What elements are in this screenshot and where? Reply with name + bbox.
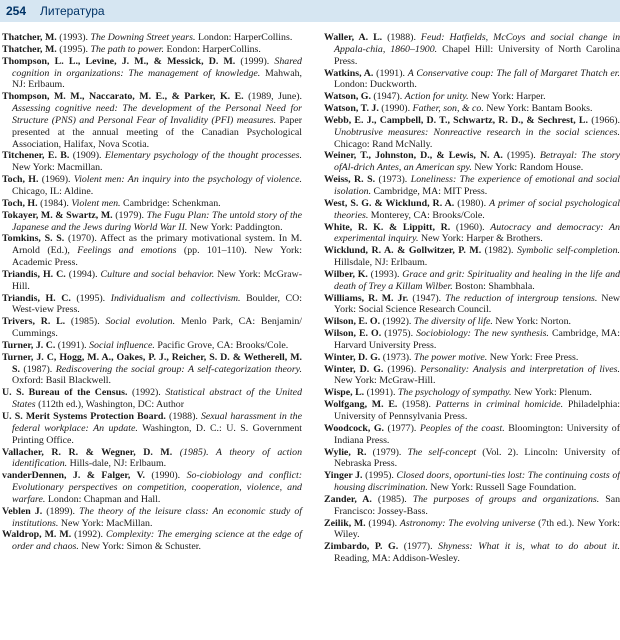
reference-title: The Downing Street years. (90, 32, 196, 43)
reference-title: Social influence. (89, 339, 155, 351)
reference-entry (324, 103, 620, 115)
reference-title: Assessing cognitive need: The development of the Personal Need for Structure (PNS) and Personal Fear of Invalidity (PFI) measures. (12, 103, 302, 126)
reference-entry (324, 269, 620, 293)
reference-entry (324, 198, 620, 222)
reference-publisher: (7th ed.). New York: Wiley. (334, 517, 620, 541)
reference-entry (2, 316, 302, 340)
reference-title: The self-concept (407, 446, 477, 458)
running-title: Литература (40, 4, 105, 18)
reference-title: The reduction of intergroup tensions. (445, 292, 598, 304)
reference-title: Feud: Hatfields, McCoys and social change in Appala-chia, 1860–1900. (334, 32, 620, 55)
reference-author: Zeilik, M. (324, 517, 366, 529)
reference-publisher: Chapel Hill: University of North Carolina Press. (334, 43, 620, 67)
reference-entry (2, 210, 302, 234)
reference-publisher: Oxford: Basil Blackwell. (12, 375, 112, 387)
reference-year: (1977). (384, 422, 420, 434)
reference-year: (1947). (370, 91, 405, 103)
reference-entry (324, 150, 620, 174)
reference-year: (1991). (55, 339, 90, 351)
reference-author: West, S. G. & Wicklund, R. A. (324, 197, 455, 209)
reference-publisher: Washington, D. C.: U. S. Government Printing Office. (12, 422, 302, 446)
bibliography-column-left (2, 32, 302, 553)
reference-author: Vallacher, R. R. & Wegner, D. M. (2, 446, 173, 458)
reference-title: The Fugu Plan: The untold story of the Japanese and the Jews during World War II. (12, 209, 303, 233)
reference-author: Thatcher, M. (2, 32, 57, 43)
reference-author: Williams, R. M. Jr. (324, 292, 409, 304)
reference-entry (2, 506, 302, 530)
reference-publisher: (112th ed.), Washington, DC: Author (35, 399, 185, 411)
reference-author: Waldrop, M. M. (2, 529, 72, 541)
reference-author: Thompson, L. L., Levine, J. M., & Messick, D. M. (2, 55, 236, 67)
reference-publisher: Menlo Park, CA: Benjamin/ Cummings. (12, 316, 303, 340)
reference-entry (2, 91, 302, 150)
reference-title: Symbolic self-completion. (516, 245, 620, 257)
reference-entry (2, 411, 302, 447)
reference-publisher: New York: Harper & Brothers. (418, 233, 543, 245)
reference-entry (324, 518, 620, 542)
reference-entry (324, 541, 620, 565)
reference-author: Thompson, M. M., Naccarato, M. E., & Parker, K. E. (2, 91, 244, 103)
reference-year: (1899). (42, 505, 80, 517)
reference-year: (1995). (56, 43, 91, 55)
reference-title: Peoples of the coast. (419, 422, 505, 434)
reference-title: So-ciobiology and conflict: Evolutionary perspectives on competition, cooperation, violence, and warfare. (12, 470, 302, 505)
reference-year: (1990). (144, 470, 187, 482)
reference-entry (2, 233, 302, 269)
reference-entry (324, 316, 620, 328)
reference-author: Weiss, R. S. (324, 174, 376, 186)
reference-year: (1991). (373, 67, 408, 79)
reference-author: Winter, D. G. (324, 351, 381, 363)
reference-year: (1991). (364, 387, 398, 399)
reference-publisher: London: HarperCollins. (195, 32, 293, 43)
reference-title: Autocracy and democracy: An experimental inquiry. (334, 221, 620, 245)
reference-publisher: London: Chapman and Hall. (45, 493, 161, 505)
page-header (0, 0, 620, 22)
reference-title: Statistical abstract of the United States (12, 387, 303, 411)
reference-title: Astronomy: The evolving universe (399, 517, 536, 529)
reference-publisher: London: Duckworth. (334, 79, 417, 91)
reference-author: Webb, E. J., Campbell, D. T., Schwartz, R. D., & Sechrest, L. (324, 114, 588, 126)
reference-publisher: New York: Plenum. (511, 387, 592, 399)
reference-entry (324, 293, 620, 317)
reference-publisher: New York: Free Press. (487, 351, 579, 363)
reference-publisher: New York: Social Science Research Council. (334, 292, 620, 316)
reference-publisher: New York: McGraw-Hill. (334, 375, 436, 387)
reference-title: Individualism and collectivism. (110, 292, 241, 304)
reference-entry (2, 387, 302, 411)
reference-title: The power motive. (413, 351, 488, 363)
reference-author: Tokayer, M. & Swartz, M. (2, 209, 113, 221)
reference-year: (1989, June). (243, 91, 302, 103)
reference-year: (1988). (165, 411, 201, 422)
reference-title: Feelings and emotions (77, 245, 177, 257)
reference-author: Triandis, H. C. (2, 268, 66, 280)
reference-year: (1994). (365, 517, 400, 529)
reference-year: (1992). (380, 316, 414, 328)
reference-entry (2, 340, 302, 352)
reference-year: (1995). (362, 470, 397, 482)
reference-author: Watson, T. J. (324, 103, 379, 115)
reference-author: Triandis, H. C. (2, 292, 71, 304)
reference-author: U. S. Merit Systems Protection Board. (2, 411, 166, 422)
reference-entry (324, 115, 620, 151)
reference-author: Wicklund, R. A. & Gollwitzer, P. M. (324, 245, 482, 257)
reference-author: Tomkins, S. S. (2, 233, 65, 245)
reference-publisher: San Francisco: Jossey-Bass. (334, 493, 620, 517)
reference-publisher: (pp. 101–110). New York: Academic Press. (12, 245, 302, 269)
reference-author: Toch, H. (2, 197, 38, 209)
reference-year: (1960). (450, 221, 491, 233)
reference-entry (2, 447, 302, 471)
reference-year: (1992). (127, 387, 166, 399)
reference-entry (324, 222, 620, 246)
reference-author: vanderDennen, J. & Falger, V. (2, 470, 145, 482)
reference-publisher: Mahwah, NJ: Erlbaum. (12, 67, 302, 91)
reference-year: (1973). (380, 351, 414, 363)
reference-publisher: Paper presented at the annual meeting of the Canadian Psychological Association, Halifax, Nova Scotia. (12, 114, 302, 150)
reference-year: (1947). (408, 292, 446, 304)
reference-publisher: New York: Russell Sage Foundation. (427, 482, 577, 494)
reference-publisher: Pacific Grove, CA: Brooks/Cole. (154, 339, 289, 351)
reference-publisher: Philadelphia: University of Pennsylvania Press. (334, 399, 620, 422)
reference-entry (2, 293, 302, 317)
reference-publisher: New York: Random House. (471, 162, 584, 174)
reference-publisher: Chicago: Rand McNally. (334, 138, 433, 150)
reference-year: (1958). (397, 399, 436, 411)
reference-year: (1995). (502, 150, 540, 162)
reference-author: Wilson, E. O. (324, 316, 381, 328)
reference-title: Closed doors, oportuni-ties lost: The continuing costs of housing discrimination. (334, 470, 620, 494)
reference-entry (324, 447, 620, 471)
reference-title: The theory of the leisure class: An economic study of institutions. (12, 505, 302, 529)
reference-year: (1988). (382, 32, 421, 43)
reference-entry (2, 352, 302, 388)
reference-author: Titchener, E. B. (2, 150, 70, 162)
reference-entry (324, 364, 620, 388)
reference-author: Waller, A. L. (324, 32, 383, 43)
reference-entry (324, 423, 620, 447)
reference-year: (1969). (38, 174, 74, 186)
reference-year: (1985). (371, 493, 413, 505)
page-number: 254 (6, 4, 27, 18)
reference-author: Watkins, A. (324, 67, 374, 79)
reference-title: Sexual harassment in the federal workplace: An update. (12, 411, 302, 434)
reference-title: Shared cognition in organizations: The management of knowledge. (12, 55, 302, 79)
reference-entry (324, 399, 620, 423)
reference-author: Zimbardo, P. G. (324, 541, 399, 553)
reference-year: (1977). (398, 541, 439, 553)
reference-entry (324, 352, 620, 364)
reference-title: Violent men: An inquiry into the psychology of violence. (73, 174, 302, 186)
reference-entry (324, 32, 620, 68)
reference-author: Weiner, T., Johnston, D., & Lewis, N. A. (324, 150, 503, 162)
reference-author: Zander, A. (324, 493, 372, 505)
reference-entry (2, 174, 302, 198)
reference-author: Veblen J. (2, 505, 43, 517)
reference-publisher: New York: Simon & Schuster. (78, 541, 201, 553)
reference-entry (324, 328, 620, 352)
reference-author: Turner, J. C. (2, 339, 56, 351)
reference-title: Complexity: The emerging science at the edge of order and chaos. (12, 529, 302, 553)
reference-entry (324, 174, 620, 198)
reference-title: Unobtrusive measures: Nonreactive research in the social sciences. (334, 126, 620, 138)
reference-year: (1979). (366, 446, 408, 458)
reference-publisher: Cambridge, MA: MIT Press. (371, 185, 488, 197)
reference-entry (324, 387, 620, 399)
reference-title: Betrayal: The story ofAl-drich Antes, an American spy. (334, 150, 620, 174)
reference-year: (1975). (381, 328, 417, 340)
reference-title: The purposes of groups and organizations. (412, 493, 600, 505)
reference-publisher: New York: Macmillan. (12, 162, 103, 174)
reference-author: Woodcock, G. (324, 422, 385, 434)
bibliography-column-right (324, 32, 620, 565)
reference-year: (1909). (69, 150, 105, 162)
reference-year: (1984). (37, 197, 72, 209)
reference-title: The path to power. (90, 43, 165, 55)
reference-entry (2, 150, 302, 174)
reference-year: (1979). (112, 209, 147, 221)
reference-year: (1966). (588, 114, 620, 126)
reference-entry (2, 44, 302, 56)
reference-title: Loneliness: The experience of emotional and social isolation. (334, 174, 620, 197)
reference-publisher: Eondon: HarperCollins. (164, 43, 261, 55)
reference-publisher: Reading, MA: Addison-Wesley. (334, 553, 460, 565)
reference-publisher: New York: Paddington. (187, 221, 283, 233)
reference-title: Personality: Analysis and interpretation of lives. (420, 363, 620, 375)
reference-publisher: Monterey, CA: Brooks/Cole. (368, 209, 485, 221)
reference-entry (2, 56, 302, 92)
reference-title: Social evolution. (105, 316, 176, 328)
reference-title: The psychology of sympathy. (397, 387, 512, 399)
reference-entry (324, 245, 620, 269)
reference-publisher: (Vol. 2). Lincoln: University of Nebraska Press. (334, 446, 620, 470)
reference-publisher: New York: Norton. (492, 316, 571, 328)
reference-author: Winter, D. G. (324, 363, 384, 375)
reference-author: Trivers, R. L. (2, 316, 66, 328)
reference-year (172, 447, 180, 458)
reference-author: Toch, H. (2, 174, 39, 186)
reference-publisher: Chicago, IL: Aldine. (12, 185, 94, 197)
reference-author: Thatcher, M. (2, 43, 57, 55)
reference-entry (324, 470, 620, 494)
reference-author: Wispe, L. (324, 387, 365, 399)
reference-publisher: New York: Harper. (468, 91, 546, 103)
reference-entry (2, 269, 302, 293)
reference-author: U. S. Bureau of the Census. (2, 387, 128, 399)
reference-publisher: New York: MacMillan. (58, 517, 153, 529)
reference-year: (1994). (65, 268, 101, 280)
reference-title: Sociobiology: The new synthesis. (416, 328, 549, 340)
reference-title: Elementary psychology of the thought processes. (104, 150, 302, 162)
reference-entry (2, 198, 302, 210)
reference-year: (1980). (454, 197, 490, 209)
reference-author: Yinger J. (324, 470, 363, 482)
reference-publisher: Hillsdale, NJ: Erlbaum. (334, 257, 428, 269)
reference-year: (1987). (19, 363, 56, 375)
reference-entry (2, 470, 302, 506)
reference-year: (1995). (70, 292, 111, 304)
reference-title: Father, son, & co. (412, 103, 484, 115)
reference-entry (324, 68, 620, 92)
reference-author: Turner, J. C, Hogg, M. A., Oakes, P. J., Reicher, S. D. & Wetherell, M. S. (2, 351, 302, 375)
reference-publisher: Cambridge, MA: Harvard University Press. (334, 328, 620, 351)
reference-year: (1999). (235, 55, 275, 67)
reference-title: Action for unity. (404, 91, 469, 103)
reference-entry (324, 91, 620, 103)
reference-publisher: Hills-dale, NJ: Erlbaum. (67, 458, 167, 470)
reference-year: (1990). (378, 103, 413, 115)
reference-author: White, R. K. & Lippitt, R. (324, 221, 451, 233)
reference-author: Wilson, E. O. (324, 328, 382, 340)
reference-title: Violent men. (71, 197, 121, 209)
reference-author: Watson, G. (324, 91, 371, 103)
reference-author: Wylie, R. (324, 446, 367, 458)
reference-year: (1992). (71, 529, 106, 541)
reference-year: (1993). (56, 32, 91, 43)
reference-author: Wilber, K. (324, 268, 368, 280)
bibliography (0, 32, 620, 640)
reference-author: Wolfgang, M. E. (324, 399, 398, 411)
reference-publisher: Boston: Shambhala. (452, 280, 535, 292)
reference-title: Grace and grit: Spirituality and healing in the life and death of Trey a Killam Wilber. (334, 268, 620, 292)
reference-publisher: New York: McGraw-Hill. (12, 268, 303, 292)
reference-year: (1993). (367, 268, 403, 280)
reference-entry (324, 494, 620, 518)
reference-title: A Conservative coup: The fall of Margaret Thatch er. (407, 67, 620, 79)
reference-title: Patterns in criminal homicide. (435, 399, 564, 411)
reference-year: (1985). (65, 316, 106, 328)
reference-year: (1970). Affect as the primary motivational system. In M. Arnold (Ed.), (12, 233, 302, 257)
reference-year: (1996). (383, 363, 421, 375)
reference-year: (1982). (481, 245, 517, 257)
reference-entry (2, 32, 302, 44)
reference-title: The diversity of life. (413, 316, 493, 328)
reference-entry (2, 529, 302, 553)
reference-publisher: Bloomington: University of Indiana Press. (334, 422, 620, 446)
reference-title: Shyness: What it is, what to do about it. (438, 541, 620, 553)
reference-title: A primer of social psychological theories. (334, 197, 620, 221)
reference-publisher: Boulder, CO: West-view Press. (12, 292, 302, 316)
reference-title: Culture and social behavior. (100, 268, 215, 280)
reference-publisher: Cambridge: Schenkman. (120, 197, 221, 209)
reference-publisher: New York: Bantam Books. (483, 103, 593, 115)
reference-year: (1973). (375, 174, 411, 186)
reference-title: (1985). A theory of action identification. (12, 446, 303, 470)
reference-title: Rediscovering the social group: A self-categorization theory. (55, 363, 302, 375)
